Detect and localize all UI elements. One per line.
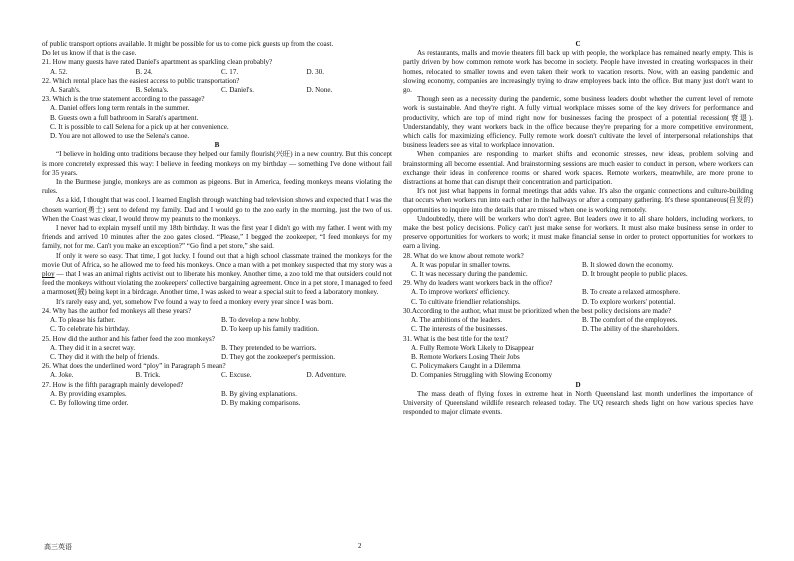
answer-option[interactable]: C. To cultivate friendlier relationships. <box>411 297 521 306</box>
section-heading-d: D <box>575 380 581 389</box>
answer-option[interactable]: B. Guests own a full bathroom in Sarah's apartment. <box>50 113 199 122</box>
answer-option[interactable]: C. Policymakers Caught in a Dilemma <box>411 362 521 371</box>
answer-option[interactable]: D. To keep up his family tradition. <box>221 325 319 334</box>
questions-group-a <box>42 58 392 141</box>
answer-option[interactable]: C. Daniel's. <box>221 86 254 95</box>
paragraph: As a kid, I thought that was cool. I learned English through watching bad television shows and expected that I was the chosen warrior(勇士) sent to defend my family. Dad and I would go to the zoo early in the morning, just the two of us. When the Coast was clear, I would throw my peanuts to the monkeys. <box>42 196 392 223</box>
answer-options <box>50 344 392 362</box>
question-stem: 24. Why has the author fed monkeys all these years? <box>42 306 192 315</box>
answer-option[interactable]: A. To please his father. <box>50 316 116 325</box>
paragraph: It's not just what happens in formal meetings that adds value. It's also the organic connections and culture-building that occurs when workers run into each other in the hallways or after a company gathering. It's these spontaneous(自发的) opportunities to inquire into the details that are missed when one is working remotely. <box>403 187 753 214</box>
underlined-word: ploy <box>42 270 55 279</box>
answer-options <box>50 86 392 95</box>
paragraph: As restaurants, malls and movie theaters fill back up with people, the workplace has remained nearly empty. This is partly driven by how common remote work has become in society. People have invested in creating workspaces in their homes, relocated to smaller towns and even taken their work to vacation resorts. Now, with an easing pandemic and slowing economy, companies are increasingly trying to draw employees back into the office. But many just don't want to go. <box>403 49 753 95</box>
answer-option[interactable]: A. 52. <box>50 67 68 76</box>
answer-option[interactable]: A. By providing examples. <box>50 389 127 398</box>
answer-option[interactable]: B. To create a relaxed atmosphere. <box>582 288 681 297</box>
answer-option[interactable]: D. They got the zookeeper's permission. <box>221 352 336 361</box>
answer-option[interactable]: A. Joke. <box>50 371 74 380</box>
answer-option[interactable]: B. Remote Workers Losing Their Jobs <box>411 352 520 361</box>
answer-option[interactable]: D. Adventure. <box>306 371 347 380</box>
answer-option[interactable]: D. It brought people to public places. <box>582 270 688 279</box>
answer-option[interactable]: A. It was popular in smaller towns. <box>411 260 511 269</box>
passage-b <box>42 150 392 251</box>
answer-option[interactable]: C. 17. <box>221 67 239 76</box>
answer-options <box>50 104 392 141</box>
answer-option[interactable]: B. Trick. <box>135 371 161 380</box>
answer-option[interactable]: D. Companies Struggling with Slowing Economy <box>411 371 553 380</box>
answer-option[interactable]: C. They did it with the help of friends. <box>50 352 160 361</box>
answer-options <box>411 344 753 381</box>
question-stem: 28. What do we know about remote work? <box>403 251 524 260</box>
answer-option[interactable]: C. Excuse. <box>221 371 252 380</box>
answer-option[interactable]: A. The ambitions of the leaders. <box>411 316 503 325</box>
paragraph: In the Burmese jungle, monkeys are as common as pigeons. But in America, feeding monkeys means violating the rules. <box>42 178 392 196</box>
paragraph: “I believe in holding onto traditions because they helped our family flourish(兴旺) in a new country. But this concept is more concretely expressed this way: I believe in feeding monkeys on my birthday — something I've done without fail for 35 years. <box>42 150 392 177</box>
right-column <box>403 40 753 417</box>
answer-options <box>50 68 392 77</box>
answer-options <box>411 316 753 334</box>
answer-option[interactable]: C. It is possible to call Selena for a pick up at her convenience. <box>50 122 229 131</box>
question-stem: 25. How did the author and his father feed the zoo monkeys? <box>42 334 215 343</box>
section-heading-b: B <box>214 141 220 150</box>
answer-options <box>50 316 392 334</box>
question-stem: 23. Which is the true statement according to the passage? <box>42 95 205 104</box>
answer-option[interactable]: D. The ability of the shareholders. <box>582 325 679 334</box>
passage-c <box>403 49 753 251</box>
answer-option[interactable]: B. It slowed down the economy. <box>582 260 674 269</box>
paragraph: When companies are responding to market shifts and economic stresses, new ideas, problem solving and brainstorming all become essential. And brainstorming sessions are much easier to conduct in person, where workers can exchange their ideas in conference rooms or shared work spaces. Remote workers, meanwhile, are more prone to distractions at home that can disrupt their concentration and participation. <box>403 150 753 187</box>
answer-options <box>50 390 392 408</box>
question-stem: 27. How is the fifth paragraph mainly developed? <box>42 380 184 389</box>
question-stem: 29. Why do leaders want workers back in the office? <box>403 279 553 288</box>
question-stem: 31. What is the best title for the text? <box>403 334 508 343</box>
answer-option[interactable]: B. 24. <box>135 67 153 76</box>
answer-option[interactable]: C. The interests of the businesses. <box>411 325 508 334</box>
left-column <box>42 40 392 408</box>
answer-option[interactable]: C. By following time order. <box>50 398 129 407</box>
answer-options <box>411 288 753 306</box>
answer-option[interactable]: A. Fully Remote Work Likely to Disappear <box>411 343 534 352</box>
answer-option[interactable]: D. None. <box>306 86 333 95</box>
answer-option[interactable]: D. 30. <box>306 67 325 76</box>
answer-option[interactable]: D. By making comparisons. <box>221 398 301 407</box>
answer-option[interactable]: D. You are not allowed to use the Selena's canoe. <box>50 132 190 141</box>
paragraph-6: It's rarely easy and, yet, somehow I've found a way to feed a monkey every year since I was born. <box>56 297 334 306</box>
answer-option[interactable]: D. To explore workers' potential. <box>582 297 676 306</box>
answer-option[interactable]: A. They did it in a secret way. <box>50 343 136 352</box>
question-stem: 26. What does the underlined word “ploy” in Paragraph 5 mean? <box>42 362 226 371</box>
paragraph: Undoubtedly, there will be workers who don't agree. But leaders owe it to all share holders, including workers, to make the best policy decisions. Policy can't just make sense for workers. It must also make business sense in order to preserve opportunities for workers to work; it must make financial sense in order to protect opportunities for workers to earn a living. <box>403 214 753 251</box>
answer-option[interactable]: B. They pretended to be warriors. <box>221 343 317 352</box>
answer-option[interactable]: B. By giving explanations. <box>221 389 297 398</box>
paragraph: Though seen as a necessity during the pandemic, some business leaders doubt whether the current level of remote work is sustainable. And they're right. A fully virtual workplace misses some of the key drivers for performance and productivity, which are top of mind right now for businesses facing the prospect of a potential recession(衰退). Understandably, they want workers back in the office because they're preparing for a more competitive environment, which calls for maximizing efficiency. Fully remote work doesn't cultivate the level of interpersonal relationships that business leaders see as vital to workplace innovation. <box>403 95 753 150</box>
footer-subject: 高三英语 <box>44 543 72 551</box>
questions-group-c <box>403 252 753 381</box>
section-heading-c: C <box>575 40 581 48</box>
answer-options <box>50 371 392 380</box>
intro-line: Do let us know if that is the case. <box>42 49 137 58</box>
passage-d: The mass death of flying foxes in extreme heat in North Queensland last month underlines the importance of University of Queensland wildlife research released today. The UQ research sheds light on how various species have responded to major climate events. <box>403 389 753 417</box>
answer-option[interactable]: A. To improve workers' efficiency. <box>411 288 510 297</box>
answer-option[interactable]: C. To celebrate his birthday. <box>50 325 130 334</box>
questions-group-b <box>42 307 392 408</box>
answer-option[interactable]: A. Sarah's. <box>50 86 81 95</box>
page-number: 2 <box>358 542 362 550</box>
answer-option[interactable]: B. Selena's. <box>135 86 169 95</box>
intro-line: of public transport options available. It might be possible for us to come pick guests up from the coast. <box>42 40 334 48</box>
question-stem: 30.According to the author, what must be prioritized when the best policy decisions are made? <box>403 306 672 315</box>
paragraph-5: If only it were so easy. That time, I got lucky. I found out that a high school classmate trained the monkeys for the movie Out of Africa, so he allowed me to feed his monkeys. Once a man with a pet monkey suspected that my story was a ploy — that I was an animal rights activist out to liberate his monkey. Another time, a zoo told me that outsiders could not feed the monkeys without violating the zookeepers' collective bargaining agreement. Once in a pet store, I managed to feed a marmoset(狨) being kept in a birdcage. Another time, I was asked to wear a special suit to feed a laboratory monkey. <box>42 251 392 297</box>
answer-option[interactable]: C. It was necessary during the pandemic. <box>411 270 528 279</box>
answer-option[interactable]: B. To develop a new hobby. <box>221 316 301 325</box>
paragraph: I never had to explain myself until my 18th birthday. It was the first year I didn't go with my father. I went with my friends and arrived 10 minutes after the zoo gates closed. “Please,” I begged the zookeeper, “I feed monkeys for my family, not for me. Can't you make an exception?” “Go find a pet store,” she said. <box>42 224 392 251</box>
answer-options <box>411 261 753 279</box>
question-stem: 22. Which rental place has the easiest access to public transportation? <box>42 76 240 85</box>
answer-option[interactable]: B. The comfort of the employees. <box>582 316 678 325</box>
question-stem: 21. How many guests have rated Daniel's apartment as sparkling clean probably? <box>42 58 273 67</box>
answer-option[interactable]: A. Daniel offers long term rentals in the summer. <box>50 104 190 113</box>
